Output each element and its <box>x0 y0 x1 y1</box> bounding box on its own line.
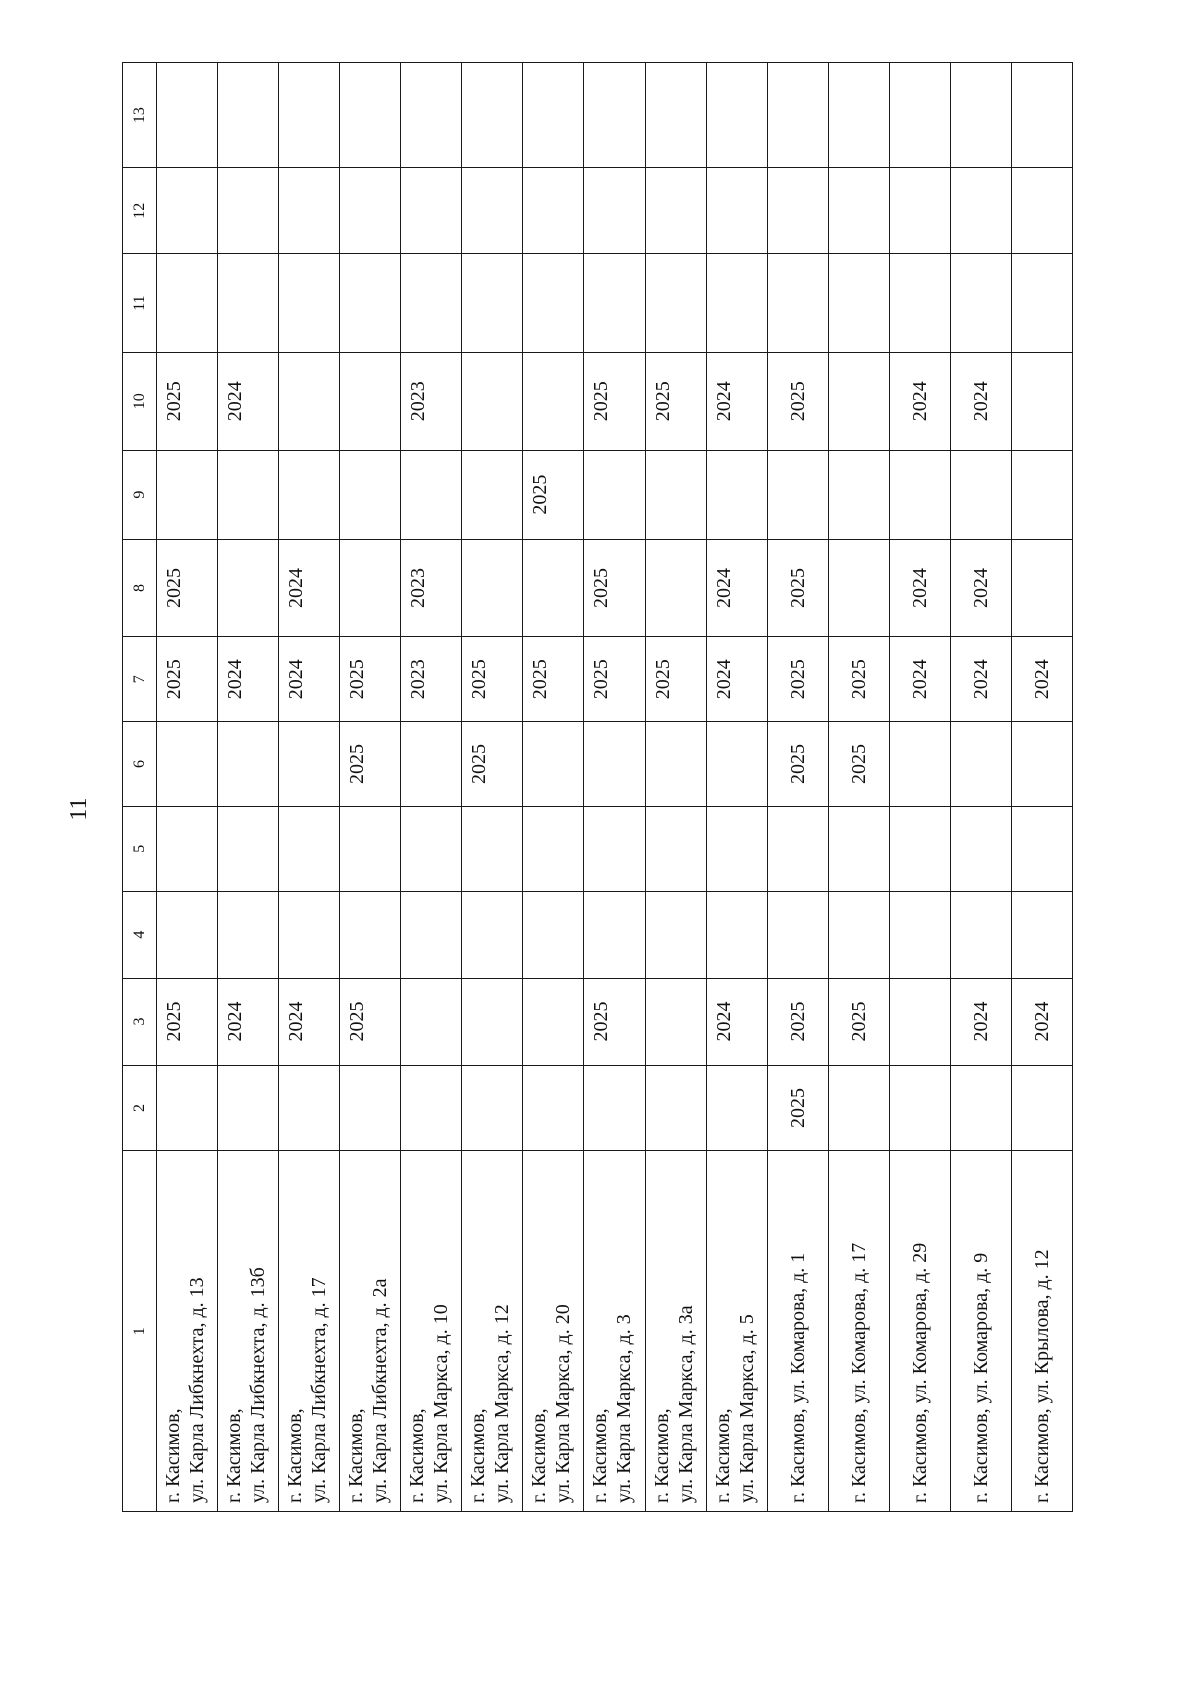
year-cell-col-7: 2024 <box>889 637 950 722</box>
year-cell-col-10: 2023 <box>401 352 462 450</box>
year-cell-col-7: 2025 <box>523 637 584 722</box>
year-cell-col-10: 2025 <box>767 352 828 450</box>
address-line: г. Касимов, <box>650 1408 673 1503</box>
year-cell-col-4 <box>218 891 279 978</box>
year-cell-col-11 <box>1011 254 1072 353</box>
year-cell-col-12 <box>462 168 523 254</box>
year-cell-col-7: 2024 <box>218 637 279 722</box>
year-cell-col-4 <box>706 891 767 978</box>
column-header-10: 10 <box>123 352 157 450</box>
year-cell-col-11 <box>279 254 340 353</box>
year-cell-col-7: 2024 <box>1011 637 1072 722</box>
address-line: ул. Карла Маркса, д. 3а <box>674 1305 697 1503</box>
year-cell-col-2 <box>523 1065 584 1151</box>
year-cell-col-8: 2025 <box>584 539 645 637</box>
column-header-9: 9 <box>123 450 157 539</box>
year-cell-col-7: 2025 <box>340 637 401 722</box>
address-line: г. Касимов, ул. Комарова, д. 29 <box>908 1242 931 1503</box>
year-cell-col-6: 2025 <box>340 722 401 807</box>
address-line: г. Касимов, <box>223 1408 246 1503</box>
year-cell-col-13 <box>950 63 1011 168</box>
column-header-6: 6 <box>123 722 157 807</box>
year-cell-col-4 <box>767 891 828 978</box>
address-cell <box>340 1151 401 1512</box>
year-cell-col-8: 2024 <box>279 539 340 637</box>
table-row <box>523 63 584 1512</box>
address-cell <box>401 1151 462 1512</box>
address-cell <box>523 1151 584 1512</box>
year-cell-col-11 <box>218 254 279 353</box>
year-cell-col-7: 2024 <box>950 637 1011 722</box>
year-cell-col-10 <box>523 352 584 450</box>
year-cell-col-5 <box>157 806 218 891</box>
year-cell-col-5 <box>401 806 462 891</box>
year-cell-col-13 <box>462 63 523 168</box>
address-cell <box>828 1151 889 1512</box>
year-cell-col-13 <box>523 63 584 168</box>
year-cell-col-10 <box>279 352 340 450</box>
year-cell-col-4 <box>523 891 584 978</box>
year-cell-col-10: 2025 <box>157 352 218 450</box>
year-cell-col-5 <box>462 806 523 891</box>
year-cell-col-7: 2024 <box>706 637 767 722</box>
year-cell-col-5 <box>584 806 645 891</box>
year-cell-col-9 <box>279 450 340 539</box>
year-cell-col-2 <box>950 1065 1011 1151</box>
year-cell-col-10: 2024 <box>706 352 767 450</box>
year-cell-col-6 <box>584 722 645 807</box>
address-line: ул. Карла Либкнехта, д. 2а <box>369 1278 392 1503</box>
year-cell-col-9 <box>706 450 767 539</box>
year-cell-col-2 <box>401 1065 462 1151</box>
year-cell-col-12 <box>401 168 462 254</box>
year-cell-col-5 <box>706 806 767 891</box>
year-cell-col-13 <box>1011 63 1072 168</box>
address-line: г. Касимов, <box>284 1408 307 1503</box>
year-cell-col-12 <box>645 168 706 254</box>
year-cell-col-9 <box>1011 450 1072 539</box>
year-cell-col-12 <box>584 168 645 254</box>
year-cell-col-11 <box>401 254 462 353</box>
year-cell-col-6 <box>706 722 767 807</box>
year-cell-col-13 <box>767 63 828 168</box>
year-cell-col-6 <box>950 722 1011 807</box>
year-cell-col-3 <box>462 978 523 1065</box>
year-cell-col-8: 2023 <box>401 539 462 637</box>
year-cell-col-6: 2025 <box>828 722 889 807</box>
year-cell-col-8 <box>645 539 706 637</box>
year-cell-col-6 <box>279 722 340 807</box>
year-cell-col-13 <box>157 63 218 168</box>
year-cell-col-7: 2025 <box>828 637 889 722</box>
year-cell-col-6 <box>1011 722 1072 807</box>
year-cell-col-5 <box>889 806 950 891</box>
year-cell-col-9 <box>462 450 523 539</box>
year-cell-col-5 <box>950 806 1011 891</box>
year-cell-col-12 <box>157 168 218 254</box>
year-cell-col-11 <box>645 254 706 353</box>
year-cell-col-5 <box>279 806 340 891</box>
year-cell-col-8: 2024 <box>706 539 767 637</box>
year-cell-col-8 <box>340 539 401 637</box>
year-cell-col-2 <box>157 1065 218 1151</box>
year-cell-col-10: 2024 <box>889 352 950 450</box>
column-header-4: 4 <box>123 891 157 978</box>
address-line: г. Касимов, <box>406 1408 429 1503</box>
table-row <box>462 63 523 1512</box>
address-line: ул. Карла Маркса, д. 20 <box>552 1304 575 1503</box>
table-row <box>401 63 462 1512</box>
year-cell-col-11 <box>523 254 584 353</box>
address-cell <box>767 1151 828 1512</box>
table-row <box>1011 63 1072 1512</box>
year-cell-col-9 <box>889 450 950 539</box>
year-cell-col-13 <box>706 63 767 168</box>
year-cell-col-4 <box>828 891 889 978</box>
year-cell-col-5 <box>828 806 889 891</box>
year-cell-col-10 <box>1011 352 1072 450</box>
year-cell-col-5 <box>645 806 706 891</box>
year-cell-col-3: 2025 <box>767 978 828 1065</box>
address-line: г. Касимов, ул. Комарова, д. 17 <box>847 1242 870 1503</box>
table-row <box>340 63 401 1512</box>
year-cell-col-8: 2025 <box>767 539 828 637</box>
address-cell <box>645 1151 706 1512</box>
year-cell-col-6: 2025 <box>767 722 828 807</box>
year-cell-col-6 <box>889 722 950 807</box>
year-cell-col-12 <box>218 168 279 254</box>
table-row <box>279 63 340 1512</box>
year-cell-col-13 <box>889 63 950 168</box>
year-cell-col-12 <box>1011 168 1072 254</box>
page-number: 11 <box>66 797 92 821</box>
schedule-table-container <box>122 62 1073 1512</box>
year-cell-col-6 <box>157 722 218 807</box>
year-cell-col-4 <box>889 891 950 978</box>
year-cell-col-2 <box>889 1065 950 1151</box>
year-cell-col-12 <box>340 168 401 254</box>
year-cell-col-13 <box>279 63 340 168</box>
address-line: г. Касимов, <box>528 1408 551 1503</box>
year-cell-col-11 <box>462 254 523 353</box>
year-cell-col-8 <box>523 539 584 637</box>
table-row <box>828 63 889 1512</box>
year-cell-col-10 <box>340 352 401 450</box>
year-cell-col-4 <box>462 891 523 978</box>
address-cell <box>950 1151 1011 1512</box>
year-cell-col-8: 2024 <box>889 539 950 637</box>
address-line: г. Касимов, <box>589 1408 612 1503</box>
table-row <box>157 63 218 1512</box>
table-row <box>706 63 767 1512</box>
year-cell-col-2 <box>340 1065 401 1151</box>
year-cell-col-13 <box>584 63 645 168</box>
address-cell <box>157 1151 218 1512</box>
year-cell-col-12 <box>279 168 340 254</box>
year-cell-col-11 <box>340 254 401 353</box>
year-cell-col-12 <box>950 168 1011 254</box>
year-cell-col-10 <box>828 352 889 450</box>
year-cell-col-4 <box>950 891 1011 978</box>
year-cell-col-7: 2025 <box>767 637 828 722</box>
year-cell-col-2 <box>218 1065 279 1151</box>
year-cell-col-4 <box>1011 891 1072 978</box>
year-cell-col-3: 2025 <box>340 978 401 1065</box>
year-cell-col-10 <box>462 352 523 450</box>
address-line: г. Касимов, ул. Крылова, д. 12 <box>1030 1249 1053 1503</box>
column-header-8: 8 <box>123 539 157 637</box>
year-cell-col-5 <box>340 806 401 891</box>
table-row <box>889 63 950 1512</box>
column-header-12: 12 <box>123 168 157 254</box>
year-cell-col-11 <box>157 254 218 353</box>
header-row <box>123 63 157 1512</box>
year-cell-col-3: 2025 <box>584 978 645 1065</box>
year-cell-col-3: 2024 <box>706 978 767 1065</box>
year-cell-col-12 <box>828 168 889 254</box>
year-cell-col-2 <box>1011 1065 1072 1151</box>
address-line: ул. Карла Маркса, д. 5 <box>735 1314 758 1503</box>
year-cell-col-3: 2025 <box>157 978 218 1065</box>
address-cell <box>218 1151 279 1512</box>
year-cell-col-2 <box>706 1065 767 1151</box>
year-cell-col-12 <box>767 168 828 254</box>
year-cell-col-7: 2025 <box>584 637 645 722</box>
year-cell-col-5 <box>218 806 279 891</box>
year-cell-col-10: 2025 <box>645 352 706 450</box>
table-body <box>157 63 1073 1512</box>
year-cell-col-4 <box>279 891 340 978</box>
year-cell-col-11 <box>584 254 645 353</box>
year-cell-col-10: 2025 <box>584 352 645 450</box>
year-cell-col-3: 2025 <box>828 978 889 1065</box>
column-header-5: 5 <box>123 806 157 891</box>
column-header-1: 1 <box>123 1151 157 1512</box>
year-cell-col-12 <box>889 168 950 254</box>
address-cell <box>462 1151 523 1512</box>
year-cell-col-3 <box>523 978 584 1065</box>
year-cell-col-8 <box>218 539 279 637</box>
schedule-table <box>122 62 1073 1512</box>
year-cell-col-10: 2024 <box>218 352 279 450</box>
year-cell-col-3 <box>401 978 462 1065</box>
table-row <box>645 63 706 1512</box>
year-cell-col-2 <box>645 1065 706 1151</box>
address-line: г. Касимов, <box>345 1408 368 1503</box>
year-cell-col-3: 2024 <box>950 978 1011 1065</box>
year-cell-col-2: 2025 <box>767 1065 828 1151</box>
column-header-2: 2 <box>123 1065 157 1151</box>
year-cell-col-5 <box>767 806 828 891</box>
year-cell-col-11 <box>706 254 767 353</box>
address-cell <box>279 1151 340 1512</box>
year-cell-col-3 <box>645 978 706 1065</box>
year-cell-col-9: 2025 <box>523 450 584 539</box>
year-cell-col-13 <box>401 63 462 168</box>
year-cell-col-13 <box>828 63 889 168</box>
year-cell-col-6 <box>218 722 279 807</box>
year-cell-col-3: 2024 <box>279 978 340 1065</box>
column-header-11: 11 <box>123 254 157 353</box>
year-cell-col-9 <box>828 450 889 539</box>
address-line: ул. Карла Либкнехта, д. 17 <box>308 1277 331 1503</box>
year-cell-col-4 <box>584 891 645 978</box>
year-cell-col-7: 2025 <box>462 637 523 722</box>
year-cell-col-3: 2024 <box>1011 978 1072 1065</box>
column-header-7: 7 <box>123 637 157 722</box>
year-cell-col-4 <box>157 891 218 978</box>
year-cell-col-6: 2025 <box>462 722 523 807</box>
column-header-3: 3 <box>123 978 157 1065</box>
year-cell-col-7: 2024 <box>279 637 340 722</box>
table-row <box>218 63 279 1512</box>
year-cell-col-9 <box>950 450 1011 539</box>
year-cell-col-7: 2023 <box>401 637 462 722</box>
year-cell-col-4 <box>340 891 401 978</box>
year-cell-col-7: 2025 <box>645 637 706 722</box>
year-cell-col-13 <box>340 63 401 168</box>
year-cell-col-5 <box>523 806 584 891</box>
year-cell-col-11 <box>767 254 828 353</box>
year-cell-col-10: 2024 <box>950 352 1011 450</box>
year-cell-col-6 <box>645 722 706 807</box>
year-cell-col-2 <box>279 1065 340 1151</box>
address-line: ул. Карла Маркса, д. 10 <box>430 1304 453 1503</box>
address-line: г. Касимов, <box>467 1408 490 1503</box>
year-cell-col-3: 2024 <box>218 978 279 1065</box>
year-cell-col-9 <box>340 450 401 539</box>
address-cell <box>706 1151 767 1512</box>
year-cell-col-9 <box>767 450 828 539</box>
table-row <box>584 63 645 1512</box>
year-cell-col-9 <box>218 450 279 539</box>
address-cell <box>1011 1151 1072 1512</box>
year-cell-col-9 <box>401 450 462 539</box>
address-line: ул. Карла Либкнехта, д. 13 <box>186 1277 208 1503</box>
address-line: г. Касимов, <box>711 1408 734 1503</box>
year-cell-col-8: 2025 <box>157 539 218 637</box>
address-line: г. Касимов, ул. Комарова, д. 9 <box>969 1252 992 1503</box>
address-line: г. Касимов, <box>162 1408 184 1503</box>
year-cell-col-11 <box>950 254 1011 353</box>
year-cell-col-13 <box>218 63 279 168</box>
year-cell-col-7: 2025 <box>157 637 218 722</box>
year-cell-col-8 <box>462 539 523 637</box>
year-cell-col-13 <box>645 63 706 168</box>
year-cell-col-11 <box>889 254 950 353</box>
year-cell-col-12 <box>523 168 584 254</box>
year-cell-col-6 <box>523 722 584 807</box>
year-cell-col-2 <box>584 1065 645 1151</box>
address-line: ул. Карла Либкнехта, д. 13б <box>247 1267 270 1503</box>
year-cell-col-5 <box>1011 806 1072 891</box>
year-cell-col-2 <box>462 1065 523 1151</box>
address-line: г. Касимов, ул. Комарова, д. 1 <box>786 1252 809 1503</box>
address-cell <box>584 1151 645 1512</box>
year-cell-col-8 <box>1011 539 1072 637</box>
year-cell-col-9 <box>584 450 645 539</box>
year-cell-col-9 <box>157 450 218 539</box>
address-line: ул. Карла Маркса, д. 3 <box>613 1314 636 1503</box>
table-row <box>950 63 1011 1512</box>
year-cell-col-9 <box>645 450 706 539</box>
year-cell-col-12 <box>706 168 767 254</box>
address-line: ул. Карла Маркса, д. 12 <box>491 1304 514 1503</box>
column-header-13: 13 <box>123 63 157 168</box>
address-cell <box>889 1151 950 1512</box>
year-cell-col-4 <box>401 891 462 978</box>
year-cell-col-3 <box>889 978 950 1065</box>
year-cell-col-8 <box>828 539 889 637</box>
year-cell-col-4 <box>645 891 706 978</box>
year-cell-col-11 <box>828 254 889 353</box>
table-row <box>767 63 828 1512</box>
year-cell-col-2 <box>828 1065 889 1151</box>
year-cell-col-8: 2024 <box>950 539 1011 637</box>
year-cell-col-6 <box>401 722 462 807</box>
